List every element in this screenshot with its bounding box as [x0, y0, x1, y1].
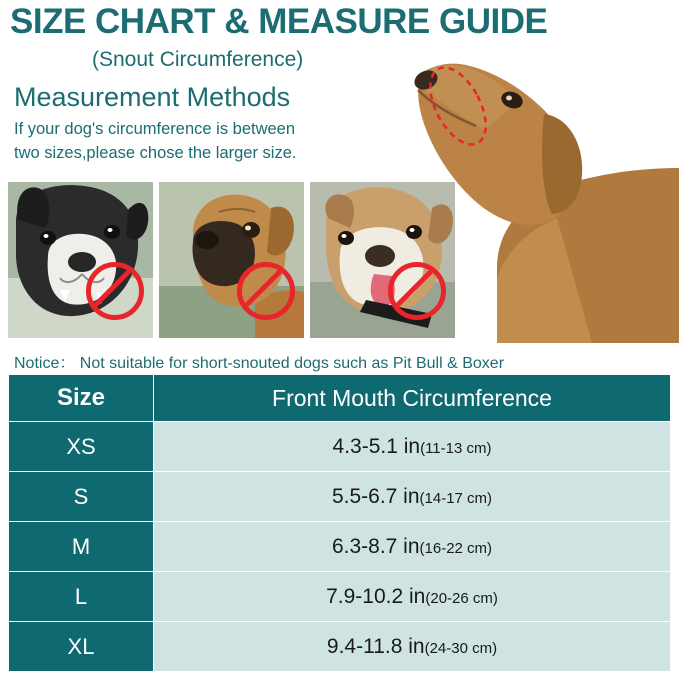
methods-heading: Measurement Methods [14, 82, 291, 112]
no-sign-icon [237, 262, 295, 320]
page-subtitle: (Snout Circumference) [92, 48, 304, 71]
cell-value-m [154, 522, 671, 572]
notice-text: Notice： Not suitable for short-snouted dogs such as Pit Bull & Boxer [14, 355, 505, 372]
no-sign-icon [388, 262, 446, 320]
value-inches: 9.4-11.8 in [326, 634, 425, 658]
note-line-2: two sizes,please chose the larger size. [14, 144, 297, 162]
value-cm: (20-26 cm) [425, 589, 498, 607]
value-inches: 4.3-5.1 in [332, 434, 421, 458]
cell-size-xl: XL [9, 622, 154, 672]
value-cm: (11-13 cm) [420, 439, 492, 457]
table-header-row [9, 375, 671, 422]
value-cm: (16-22 cm) [419, 539, 493, 557]
table-row [9, 572, 671, 622]
value-inches: 5.5-6.7 in [331, 484, 420, 508]
value-inches: 6.3-8.7 in [331, 534, 420, 558]
column-header-size: Size [9, 375, 154, 422]
cell-size-l: L [9, 572, 154, 622]
thumb-french-bulldog [8, 182, 153, 338]
table-row [9, 472, 671, 522]
cell-size-m: M [9, 522, 154, 572]
cell-value-xs [154, 422, 671, 472]
cell-value-xl [154, 622, 671, 672]
page-title: SIZE CHART & MEASURE GUIDE [10, 2, 548, 41]
cell-value-s [154, 472, 671, 522]
size-chart-table [8, 374, 671, 672]
table-row [9, 622, 671, 672]
column-header-circumference: Front Mouth Circumference [154, 375, 671, 422]
example-photo-row [8, 182, 455, 338]
value-cm: (24-30 cm) [424, 639, 498, 657]
table-row [9, 522, 671, 572]
no-sign-icon [86, 262, 144, 320]
cell-size-s: S [9, 472, 154, 522]
thumb-english-bulldog [310, 182, 455, 338]
note-line-1: If your dog's circumference is between [14, 120, 296, 138]
value-inches: 7.9-10.2 in [326, 584, 426, 608]
thumb-boxer [159, 182, 304, 338]
cell-value-l [154, 572, 671, 622]
table-row [9, 422, 671, 472]
cell-size-xs: XS [9, 422, 154, 472]
value-cm: (14-17 cm) [419, 489, 493, 507]
